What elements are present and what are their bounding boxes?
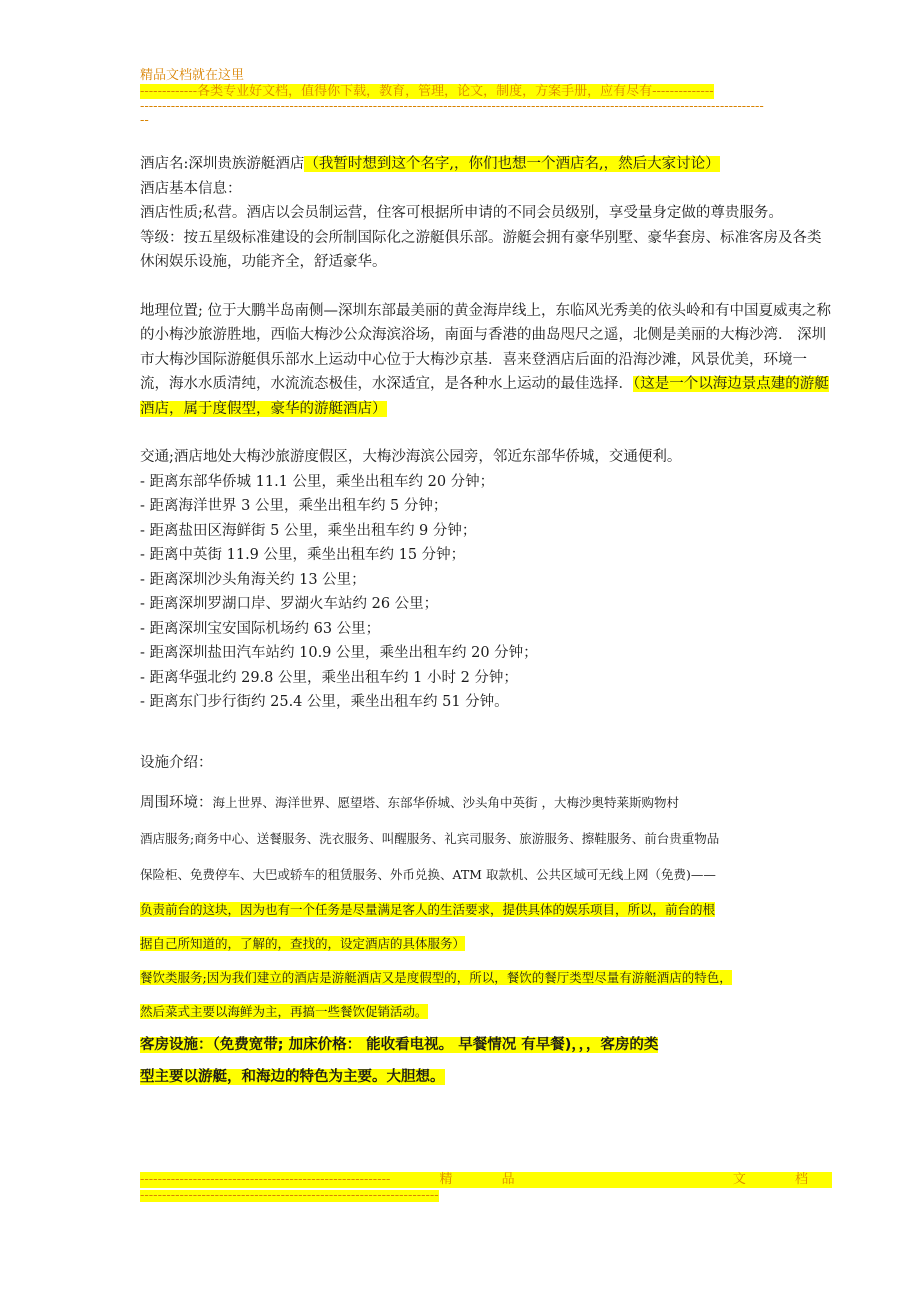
location-text: 地理位置; 位于大鹏半岛南侧—深圳东部最美丽的黄金海岸线上，东临风光秀美的依头岭和有中国夏威夷之称的小梅沙旅游胜地，西临大梅沙公众海滨浴场，南面与香港的曲岛咫尺之遥，北侧是美丽的大梅沙湾． 深圳市大梅沙国际游艇俱乐部水上运动中心位于大梅沙京基．喜来登酒店后面的沿海沙滩，风景优美，环境一流，海水水质清纯，水流流态极佳，水深适宜，是各种水上运动的最佳选择． xyxy=(140,302,831,392)
distance-item: - 距离深圳盐田汽车站约 10.9 公里，乘坐出租车约 20 分钟； xyxy=(140,645,538,661)
hotel-name-note: （我暂时想到这个名字,，你们也想一个酒店名,，然后大家讨论） xyxy=(304,156,720,172)
hotel-name-value: 深圳贵族游艇酒店 xyxy=(188,156,305,172)
footer-banner xyxy=(140,1172,832,1188)
surroundings-line xyxy=(140,785,832,821)
facilities-heading: 设施介绍： xyxy=(140,754,213,771)
service-note-line-1 xyxy=(140,893,832,927)
distance-item: - 距离东部华侨城 11.1 公里，乘坐出租车约 20 分钟； xyxy=(140,473,495,490)
service-note-2-text: 据自己所知道的，了解的，查找的，设定酒店的具体服务） xyxy=(140,936,466,951)
service-note-line-2 xyxy=(140,927,832,961)
hotel-location xyxy=(140,299,832,422)
header-title: 精品文档就在这里 xyxy=(140,68,245,83)
hotel-name-label: 酒店名 xyxy=(140,156,184,172)
footer-char: 文 xyxy=(732,1172,746,1187)
distance-item: - 距离东门步行街约 25.4 公里，乘坐出租车约 51 分钟。 xyxy=(140,694,509,710)
distance-item: - 距离海洋世界 3 公里，乘坐出租车约 5 分钟； xyxy=(140,498,448,514)
footer-char: 品 xyxy=(501,1172,515,1187)
hotel-name-sep: : xyxy=(183,156,189,172)
hotel-service-line-1: 酒店服务;商务中心、送餐服务、洗衣服务、叫醒服务、礼宾司服务、旅游服务、擦鞋服务、前台贵重物品 xyxy=(140,831,720,846)
distance-item: - 距离深圳宝安国际机场约 63 公里； xyxy=(140,620,381,637)
rooms-2-text: 型主要以游艇，和海边的特色为主要。大胆想。 xyxy=(140,1069,445,1085)
header-subtitle xyxy=(140,84,832,100)
dining-1-text: 餐饮类服务;因为我们建立的酒店是游艇酒店又是度假型的，所以，餐饮的餐厅类型尽量有游艇酒店的特色， xyxy=(140,970,732,985)
header-subtitle-text: -------------各类专业好文档，值得你下载，教育，管理，论文，制度，方案手册，应有尽有-------------- xyxy=(140,84,714,99)
distance-item: - 距离盐田区海鲜街 5 公里，乘坐出租车约 9 分钟； xyxy=(140,522,477,539)
surroundings-value: 海上世界、海洋世界、愿望塔、东部华侨城、沙头角中英街 ，大梅沙奥特莱斯购物村 xyxy=(212,795,679,810)
traffic-info: 交通;酒店地处大梅沙旅游度假区，大梅沙海滨公园旁，邻近东部华侨城，交通便利。 xyxy=(140,449,682,465)
header-dash-line: ---------------------------------------------------------------------------------------------------------------------------------------------- xyxy=(140,100,764,114)
service-note-1-text: 负责前台的这块，因为也有一个任务是尽量满足客人的生活要求，提供具体的娱乐项目，所以，前台的根 xyxy=(140,902,716,917)
distance-list xyxy=(140,470,832,715)
document-body xyxy=(140,64,832,1093)
rooms-line-2 xyxy=(140,1061,832,1093)
footer-dash-left: --------------------------------------------------------- xyxy=(140,1172,391,1187)
distance-item: - 距离华强北约 29.8 公里，乘坐出租车约 1 小时 2 分钟； xyxy=(140,669,518,686)
distance-item: - 距离深圳沙头角海关约 13 公里； xyxy=(140,571,366,588)
location-note: （这是一个以海边景点建的游艇酒店，属于度假型，豪华的游艇酒店） xyxy=(140,376,829,417)
dining-line-2 xyxy=(140,995,832,1029)
basic-info-heading: 酒店基本信息： xyxy=(140,180,242,197)
footer xyxy=(140,1172,832,1203)
footer-dash-bottom: -------------------------------------------------------------------- xyxy=(140,1188,439,1203)
dining-2-text: 然后菜式主要以海鲜为主，再搞一些餐饮促销活动。 xyxy=(140,1004,428,1019)
hotel-service-line-2: 保险柜、免费停车、大巴或轿车的租赁服务、外币兑换、ATM 取款机、公共区域可无线上网（免费)—— xyxy=(140,867,716,882)
footer-char: 精 xyxy=(439,1172,453,1187)
distance-item: - 距离深圳罗湖口岸、罗湖火车站约 26 公里； xyxy=(140,596,439,612)
hotel-grade: 等级：按五星级标准建设的会所制国际化之游艇俱乐部。游艇会拥有豪华别墅、豪华套房、标准客房及各类休闲娱乐设施，功能齐全，舒适豪华。 xyxy=(140,229,822,270)
header-dash-end: -- xyxy=(140,114,149,128)
rooms-line-1 xyxy=(140,1029,832,1061)
distance-item: - 距离中英街 11.9 公里，乘坐出租车约 15 分钟； xyxy=(140,547,466,563)
hotel-name-line xyxy=(140,152,832,177)
dining-line-1 xyxy=(140,961,832,995)
footer-char: 档 xyxy=(794,1172,808,1187)
surroundings-label: 周围环境： xyxy=(140,795,213,811)
hotel-nature: 酒店性质;私营。酒店以会员制运营，住客可根据所申请的不同会员级别，享受量身定做的尊贵服务。 xyxy=(140,205,783,221)
rooms-1-text: 客房设施：（免费宽带; 加床价格： 能收看电视。 早餐情况 有早餐)，，，客房的类 xyxy=(140,1037,659,1053)
